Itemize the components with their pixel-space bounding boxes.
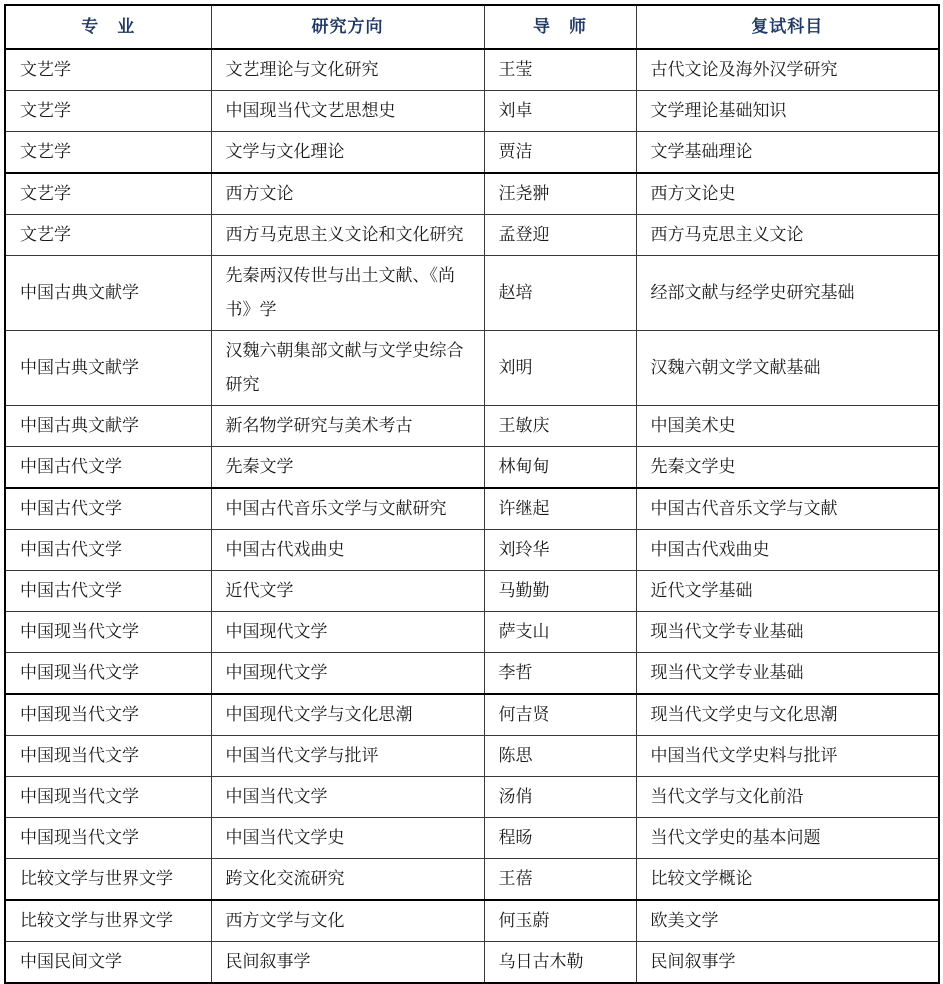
- direction-cell: 中国现代文学: [211, 653, 484, 695]
- advisor-cell: 王敏庆: [484, 406, 636, 447]
- direction-cell: 中国当代文学史: [211, 818, 484, 859]
- major-cell: 中国现当代文学: [5, 777, 211, 818]
- table-row: [5, 736, 939, 777]
- major-cell: 中国民间文学: [5, 942, 211, 984]
- direction-cell: 先秦文学: [211, 447, 484, 489]
- advisor-cell: 程旸: [484, 818, 636, 859]
- table-row: [5, 859, 939, 901]
- subject-cell: 中国古代音乐文学与文献: [636, 488, 939, 530]
- subject-cell: 当代文学与文化前沿: [636, 777, 939, 818]
- table-row: [5, 818, 939, 859]
- direction-cell: 中国现代文学: [211, 612, 484, 653]
- major-cell: 文艺学: [5, 49, 211, 91]
- advisor-cell: 马勤勤: [484, 571, 636, 612]
- table-body: [5, 49, 939, 983]
- major-cell: 中国古典文献学: [5, 331, 211, 406]
- advisor-cell: 刘卓: [484, 91, 636, 132]
- major-cell: 文艺学: [5, 215, 211, 256]
- table-row: [5, 694, 939, 736]
- subject-cell: 民间叙事学: [636, 942, 939, 984]
- direction-cell: 跨文化交流研究: [211, 859, 484, 901]
- table-row: [5, 612, 939, 653]
- table-row: [5, 653, 939, 695]
- table-row: [5, 215, 939, 256]
- advisor-cell: 林甸甸: [484, 447, 636, 489]
- advisor-cell: 李哲: [484, 653, 636, 695]
- major-cell: 中国现当代文学: [5, 612, 211, 653]
- direction-cell: 文学与文化理论: [211, 132, 484, 174]
- major-cell: 中国现当代文学: [5, 736, 211, 777]
- subject-cell: 经部文献与经学史研究基础: [636, 256, 939, 331]
- advisor-cell: 陈思: [484, 736, 636, 777]
- advisor-table: [4, 4, 940, 984]
- subject-cell: 西方马克思主义文论: [636, 215, 939, 256]
- direction-cell: 新名物学研究与美术考古: [211, 406, 484, 447]
- advisor-cell: 王莹: [484, 49, 636, 91]
- direction-cell: 中国现代文学与文化思潮: [211, 694, 484, 736]
- column-header-advisor: 导 师: [484, 5, 636, 49]
- major-cell: 文艺学: [5, 132, 211, 174]
- table-row: [5, 571, 939, 612]
- subject-cell: 文学理论基础知识: [636, 91, 939, 132]
- direction-cell: 文艺理论与文化研究: [211, 49, 484, 91]
- advisor-cell: 贾洁: [484, 132, 636, 174]
- subject-cell: 西方文论史: [636, 173, 939, 215]
- advisor-table-container: [4, 4, 938, 984]
- table-row: [5, 49, 939, 91]
- major-cell: 比较文学与世界文学: [5, 900, 211, 942]
- subject-cell: 汉魏六朝文学文献基础: [636, 331, 939, 406]
- subject-cell: 文学基础理论: [636, 132, 939, 174]
- table-row: [5, 256, 939, 331]
- major-cell: 中国古代文学: [5, 488, 211, 530]
- direction-cell: 中国当代文学与批评: [211, 736, 484, 777]
- subject-cell: 现当代文学专业基础: [636, 653, 939, 695]
- direction-cell: 先秦两汉传世与出土文献、《尚书》学: [211, 256, 484, 331]
- subject-cell: 中国美术史: [636, 406, 939, 447]
- direction-cell: 近代文学: [211, 571, 484, 612]
- direction-cell: 西方文学与文化: [211, 900, 484, 942]
- column-header-direction: 研究方向: [211, 5, 484, 49]
- major-cell: 中国现当代文学: [5, 818, 211, 859]
- table-row: [5, 447, 939, 489]
- advisor-cell: 王蓓: [484, 859, 636, 901]
- table-row: [5, 488, 939, 530]
- major-cell: 中国古代文学: [5, 571, 211, 612]
- major-cell: 中国现当代文学: [5, 653, 211, 695]
- table-row: [5, 900, 939, 942]
- major-cell: 中国古典文献学: [5, 406, 211, 447]
- advisor-cell: 何玉蔚: [484, 900, 636, 942]
- subject-cell: 比较文学概论: [636, 859, 939, 901]
- direction-cell: 中国现当代文艺思想史: [211, 91, 484, 132]
- major-cell: 中国古典文献学: [5, 256, 211, 331]
- advisor-cell: 萨支山: [484, 612, 636, 653]
- subject-cell: 当代文学史的基本问题: [636, 818, 939, 859]
- table-row: [5, 91, 939, 132]
- advisor-cell: 许继起: [484, 488, 636, 530]
- table-row: [5, 173, 939, 215]
- table-row: [5, 331, 939, 406]
- column-header-major: 专 业: [5, 5, 211, 49]
- subject-cell: 近代文学基础: [636, 571, 939, 612]
- table-header: [5, 5, 939, 49]
- table-row: [5, 942, 939, 984]
- subject-cell: 现当代文学史与文化思潮: [636, 694, 939, 736]
- direction-cell: 中国古代音乐文学与文献研究: [211, 488, 484, 530]
- major-cell: 文艺学: [5, 173, 211, 215]
- subject-cell: 现当代文学专业基础: [636, 612, 939, 653]
- column-header-subject: 复试科目: [636, 5, 939, 49]
- advisor-cell: 刘明: [484, 331, 636, 406]
- direction-cell: 西方马克思主义文论和文化研究: [211, 215, 484, 256]
- table-row: [5, 406, 939, 447]
- major-cell: 中国古代文学: [5, 447, 211, 489]
- advisor-cell: 汤俏: [484, 777, 636, 818]
- major-cell: 中国古代文学: [5, 530, 211, 571]
- table-row: [5, 777, 939, 818]
- advisor-cell: 乌日古木勒: [484, 942, 636, 984]
- advisor-cell: 赵培: [484, 256, 636, 331]
- subject-cell: 先秦文学史: [636, 447, 939, 489]
- direction-cell: 汉魏六朝集部文献与文学史综合研究: [211, 331, 484, 406]
- subject-cell: 中国古代戏曲史: [636, 530, 939, 571]
- subject-cell: 中国当代文学史料与批评: [636, 736, 939, 777]
- advisor-cell: 何吉贤: [484, 694, 636, 736]
- advisor-cell: 汪尧翀: [484, 173, 636, 215]
- advisor-cell: 刘玲华: [484, 530, 636, 571]
- table-row: [5, 132, 939, 174]
- direction-cell: 中国当代文学: [211, 777, 484, 818]
- major-cell: 文艺学: [5, 91, 211, 132]
- table-row: [5, 530, 939, 571]
- major-cell: 中国现当代文学: [5, 694, 211, 736]
- subject-cell: 古代文论及海外汉学研究: [636, 49, 939, 91]
- major-cell: 比较文学与世界文学: [5, 859, 211, 901]
- subject-cell: 欧美文学: [636, 900, 939, 942]
- direction-cell: 民间叙事学: [211, 942, 484, 984]
- direction-cell: 中国古代戏曲史: [211, 530, 484, 571]
- advisor-cell: 孟登迎: [484, 215, 636, 256]
- direction-cell: 西方文论: [211, 173, 484, 215]
- header-row: [5, 5, 939, 49]
